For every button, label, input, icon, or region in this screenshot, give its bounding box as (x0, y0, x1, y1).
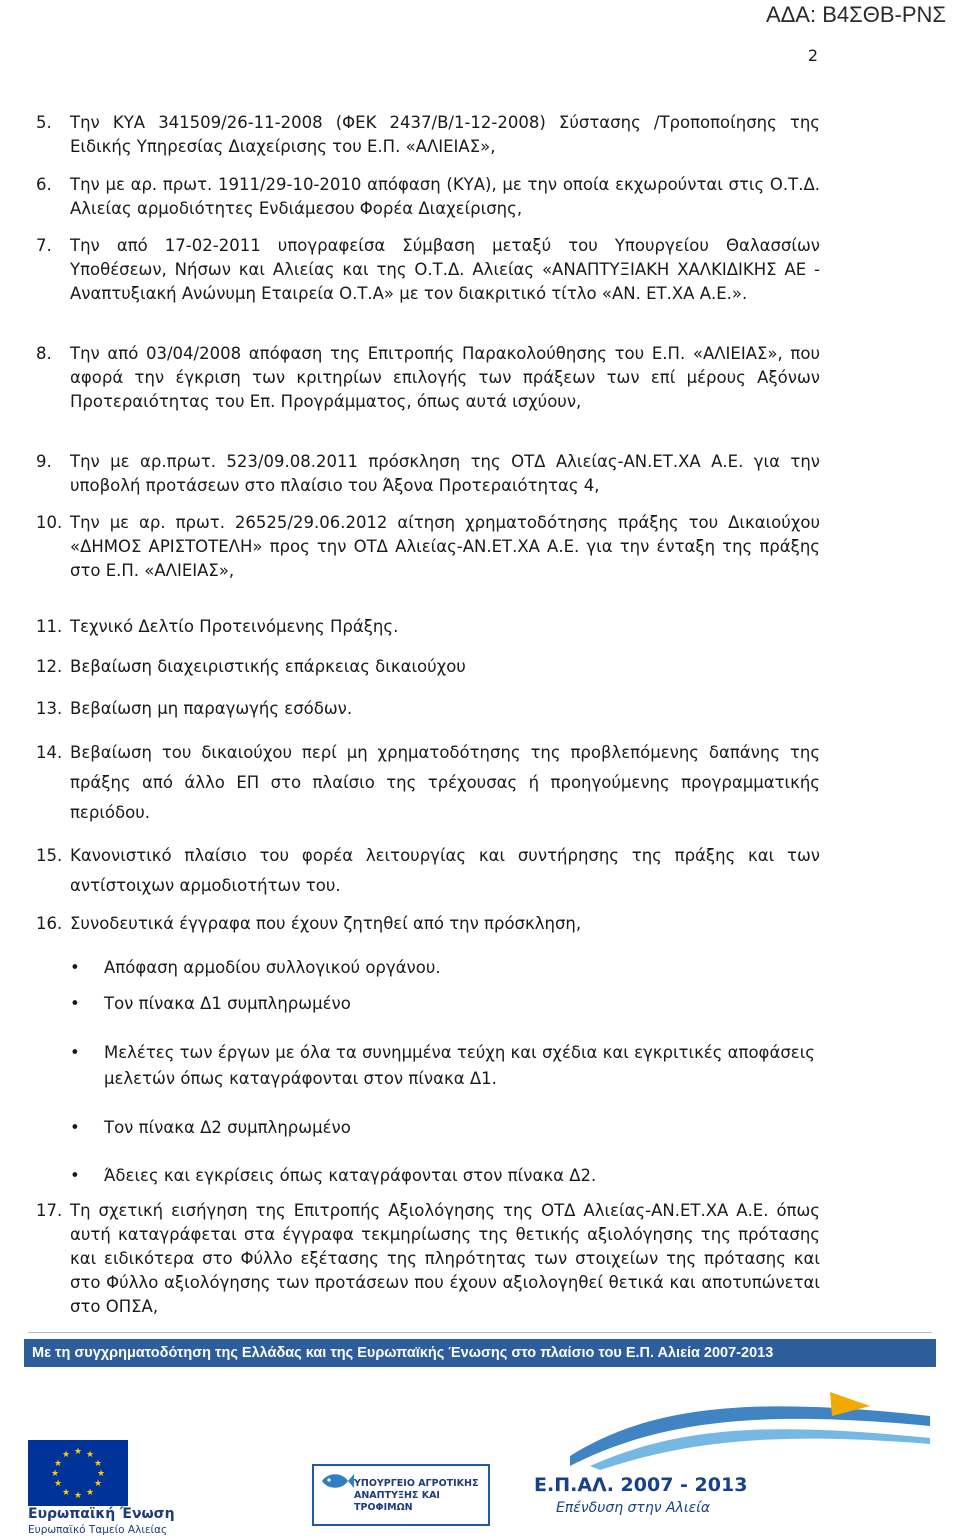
item-number: 15. (36, 846, 63, 865)
item-text: Βεβαίωση διαχειριστικής επάρκειας δικαιούχου (70, 657, 466, 676)
list-item (36, 111, 820, 159)
footer-divider (28, 1332, 932, 1333)
item-number: 11. (36, 617, 63, 636)
item-number: 6. (36, 175, 52, 194)
item-number: 7. (36, 236, 52, 255)
ministry-logo (312, 1464, 490, 1526)
list-item (36, 697, 820, 721)
list-item (36, 912, 820, 936)
wave-graphic-icon (570, 1386, 930, 1470)
cofinancing-banner: Με τη συγχρηματοδότηση της Ελλάδας και της Ευρωπαϊκής Ένωσης στο πλαίσιο του Ε.Π. Αλιεία 2007-2013 (24, 1339, 936, 1367)
bullet-text: Τον πίνακα Δ1 συμπληρωμένο (104, 994, 351, 1013)
list-item (36, 615, 820, 639)
item-number: 16. (36, 914, 63, 933)
eu-flag-icon: ★ ★ ★ ★ ★ ★ ★ ★ ★ ★ ★ ★ (28, 1440, 128, 1506)
bullet-dot: • (70, 1118, 80, 1137)
program-slogan: Επένδυση στην Αλιεία (556, 1500, 711, 1516)
item-number: 14. (36, 743, 63, 762)
list-item (36, 511, 820, 583)
bullet-text: Απόφαση αρμοδίου συλλογικού οργάνου. (104, 958, 441, 977)
item-text: Την από 17-02-2011 υπογραφείσα Σύμβαση μεταξύ του Υπουργείου Θαλασσίων Υποθέσεων, Νήσων και Αλιείας και της Ο.Τ.Δ. Αλιείας «ΑΝΑΠΤΥΞΙΑΚΗ ΧΑΛΚΙΔΙΚΗΣ ΑΕ - Αναπτυξιακή Ανώνυμη Εταιρεία Ο.Τ.Α» με τον διακριτικό τίτλο «ΑΝ. ΕΤ.ΧΑ Α.Ε.». (70, 236, 820, 303)
bullet-dot: • (70, 1166, 80, 1185)
item-number: 17. (36, 1201, 63, 1220)
list-item (36, 655, 820, 679)
list-item (36, 1199, 820, 1319)
item-text: Την από 03/04/2008 απόφαση της Επιτροπής Παρακολούθησης του Ε.Π. «ΑΛΙΕΙΑΣ», που αφορά την έγκριση των κριτηρίων επιλογής των πράξεων των επί μέρους Αξόνων Προτεραιότητας του Επ. Προγράμματος, όπως αυτά ισχύουν, (70, 344, 820, 411)
item-number: 9. (36, 452, 52, 471)
item-text: Βεβαίωση του δικαιούχου περί μη χρηματοδότησης της προβλεπόμενης δαπάνης της πράξης από άλλο ΕΠ στο πλαίσιο της τρέχουσας ή προηγούμενης προγραμματικής περιόδου. (70, 743, 820, 822)
eu-fund-name: Ευρωπαϊκό Ταμείο Αλιείας (28, 1524, 168, 1536)
page-number: 2 (807, 46, 818, 65)
ada-code: ΑΔΑ: Β4ΣΘΒ-ΡΝΣ (765, 2, 946, 27)
program-title: Ε.Π.ΑΛ. 2007 - 2013 (534, 1474, 748, 1496)
list-item (36, 234, 820, 306)
bullet-item (70, 991, 820, 1017)
list-item (36, 738, 820, 828)
item-number: 5. (36, 113, 52, 132)
item-number: 10. (36, 513, 63, 532)
ministry-name: ΥΠΟΥΡΓΕΙΟ ΑΓΡΟΤΙΚΗΣ ΑΝΑΠΤΥΞΗΣ ΚΑΙ ΤΡΟΦΙΜΩΝ (354, 1478, 479, 1513)
bullet-text: Άδειες και εγκρίσεις όπως καταγράφονται στον πίνακα Δ2. (104, 1166, 597, 1185)
item-number: 13. (36, 699, 63, 718)
list-item (36, 841, 820, 901)
bullet-text: Μελέτες των έργων με όλα τα συνημμένα τεύχη και σχέδια και εγκριτικές αποφάσεις μελετών όπως καταγράφονται στον πίνακα Δ1. (104, 1043, 815, 1088)
bullet-item (70, 1115, 820, 1141)
eu-name: Ευρωπαϊκή Ένωση (28, 1506, 175, 1522)
item-text: Τεχνικό Δελτίο Προτεινόμενης Πράξης. (70, 617, 399, 636)
list-item (36, 173, 820, 221)
bullet-item (70, 1163, 820, 1189)
list-item (36, 450, 820, 498)
item-text: Τη σχετική εισήγηση της Επιτροπής Αξιολόγησης της ΟΤΔ Αλιείας-ΑΝ.ΕΤ.ΧΑ Α.Ε. όπως αυτή καταγράφεται στα έγγραφα τεκμηρίωσης της θετικής αξιολόγησης της πρότασης και ειδικότερα στο Φύλλο εξέτασης της πληρότητας των στοιχείων της πρότασης και στο Φύλλο αξιολόγησης των προτάσεων που έχουν αξιολογηθεί θετικά και αποτυπώνεται στο ΟΠΣΑ, (70, 1201, 820, 1316)
bullet-item (70, 1040, 820, 1092)
bullet-dot: • (70, 994, 80, 1013)
bullet-text: Τον πίνακα Δ2 συμπληρωμένο (104, 1118, 351, 1137)
bullet-dot: • (70, 1043, 80, 1062)
fish-icon (320, 1470, 354, 1492)
bullet-item (70, 955, 820, 981)
item-text: Την ΚΥΑ 341509/26-11-2008 (ΦΕΚ 2437/Β/1-12-2008) Σύστασης /Τροποποίησης της Ειδικής Υπηρεσίας Διαχείρισης του Ε.Π. «ΑΛΙΕΙΑΣ», (70, 113, 820, 156)
bullet-dot: • (70, 958, 80, 977)
item-number: 12. (36, 657, 63, 676)
item-text: Βεβαίωση μη παραγωγής εσόδων. (70, 699, 353, 718)
item-text: Την με αρ.πρωτ. 523/09.08.2011 πρόσκληση της ΟΤΔ Αλιείας-ΑΝ.ΕΤ.ΧΑ Α.Ε. για την υποβολή προτάσεων στο πλαίσιο του Άξονα Προτεραιότητας 4, (70, 452, 820, 495)
item-text: Την με αρ. πρωτ. 26525/29.06.2012 αίτηση χρηματοδότησης πράξης του Δικαιούχου «ΔΗΜΟΣ ΑΡΙΣΤΟΤΕΛΗ» προς την ΟΤΔ Αλιείας-ΑΝ.ΕΤ.ΧΑ Α.Ε. για την ένταξη της πράξης στο Ε.Π. «ΑΛΙΕΙΑΣ», (70, 513, 820, 580)
item-text: Κανονιστικό πλαίσιο του φορέα λειτουργίας και συντήρησης της πράξης και των αντίστοιχων αρμοδιοτήτων του. (70, 846, 820, 895)
item-text: Την με αρ. πρωτ. 1911/29-10-2010 απόφαση (ΚΥΑ), με την οποία εκχωρούνται στις Ο.Τ.Δ. Αλιείας αρμοδιότητες Ενδιάμεσου Φορέα Διαχείρισης, (70, 175, 820, 218)
item-text: Συνοδευτικά έγγραφα που έχουν ζητηθεί από την πρόσκληση, (70, 914, 582, 933)
list-item (36, 342, 820, 414)
item-number: 8. (36, 344, 52, 363)
